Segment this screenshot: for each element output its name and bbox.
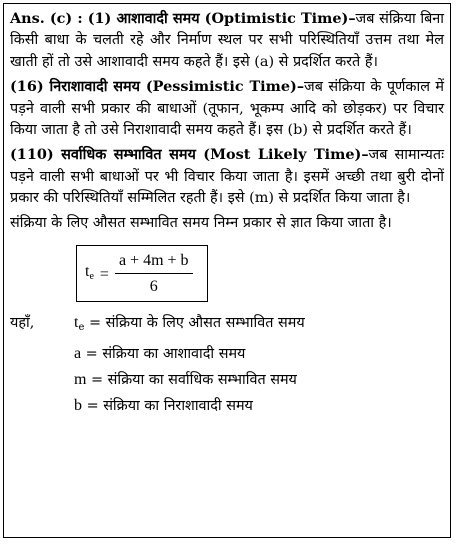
heading-optimistic: Ans. (c) : (1) आशावादी समय (Optimistic Time)– xyxy=(10,10,356,27)
text-most-likely: जब सामान्यतः पड़ने वाली सभी बाधाओं पर भी विचार किया जाता है। इसमें अच्छी तथा बुरी दोनों प्रकार की परिस्थितियाँ सम्मिलित रहती हैं। इसे (m) से प्रदर्शित किया जाता है। xyxy=(10,147,444,207)
formula-box xyxy=(76,245,208,302)
paragraph-optimistic xyxy=(10,8,444,73)
paragraph-pessimistic xyxy=(10,76,444,141)
text-pessimistic: जब संक्रिया के पूर्णकाल में पड़ने वाली सभी प्रकार की बाधाओं (तूफान, भूकम्प आदि को छोड़कर) पर विचार किया जाता है तो उसे निराशावादी समय कहते हैं। इस (b) से प्रदर्शित करते हैं। xyxy=(10,79,444,139)
definition-text: = संक्रिया के लिए औसत सम्भावित समय xyxy=(84,315,305,332)
heading-most-likely: (110) सर्वाधिक सम्भावित समय (Most Likely Time)– xyxy=(10,146,369,164)
where-block xyxy=(10,310,444,419)
text-average: संक्रिया के लिए औसत सम्भावित समय निम्न प्रकार से ज्ञात किया जाता है। xyxy=(10,214,392,231)
definition-symbol: a xyxy=(74,345,82,363)
formula-lhs: $t_e$ xyxy=(85,263,94,283)
formula-fraction xyxy=(115,251,193,298)
definition-item xyxy=(74,341,444,367)
definition-symbol: b xyxy=(74,397,82,415)
definition-symbol: t xyxy=(74,314,79,332)
definition-text: = संक्रिया का आशावादी समय xyxy=(81,346,246,363)
formula-numerator: a + 4m + b xyxy=(115,251,193,274)
paragraph-most-likely xyxy=(10,144,444,209)
definition-item xyxy=(74,393,444,419)
definition-item xyxy=(74,367,444,393)
definition-symbol: m xyxy=(74,371,87,389)
definition-item xyxy=(74,310,444,341)
definitions-list xyxy=(74,310,444,419)
where-label: यहाँ, xyxy=(10,315,35,332)
definition-text: = संक्रिया का सर्वाधिक सम्भावित समय xyxy=(86,372,297,389)
text-optimistic: जब संक्रिया बिना किसी बाधा के चलती रहे और निर्माण स्थल पर सभी परिस्थितियाँ उत्तम तथा मेल खाती हों तो उसे आशावादी समय कहते हैं। इसे (a) से प्रदर्शित करते हैं। xyxy=(10,11,444,70)
formula-equals: = xyxy=(99,265,109,283)
definition-text: = संक्रिया का निराशावादी समय xyxy=(82,398,253,415)
paragraph-average xyxy=(10,213,444,234)
definition-subscript: e xyxy=(78,322,85,334)
formula-denominator: 6 xyxy=(149,278,158,296)
heading-pessimistic: (16) निराशावादी समय (Pessimistic Time)– xyxy=(10,78,305,96)
answer-box xyxy=(3,3,451,538)
